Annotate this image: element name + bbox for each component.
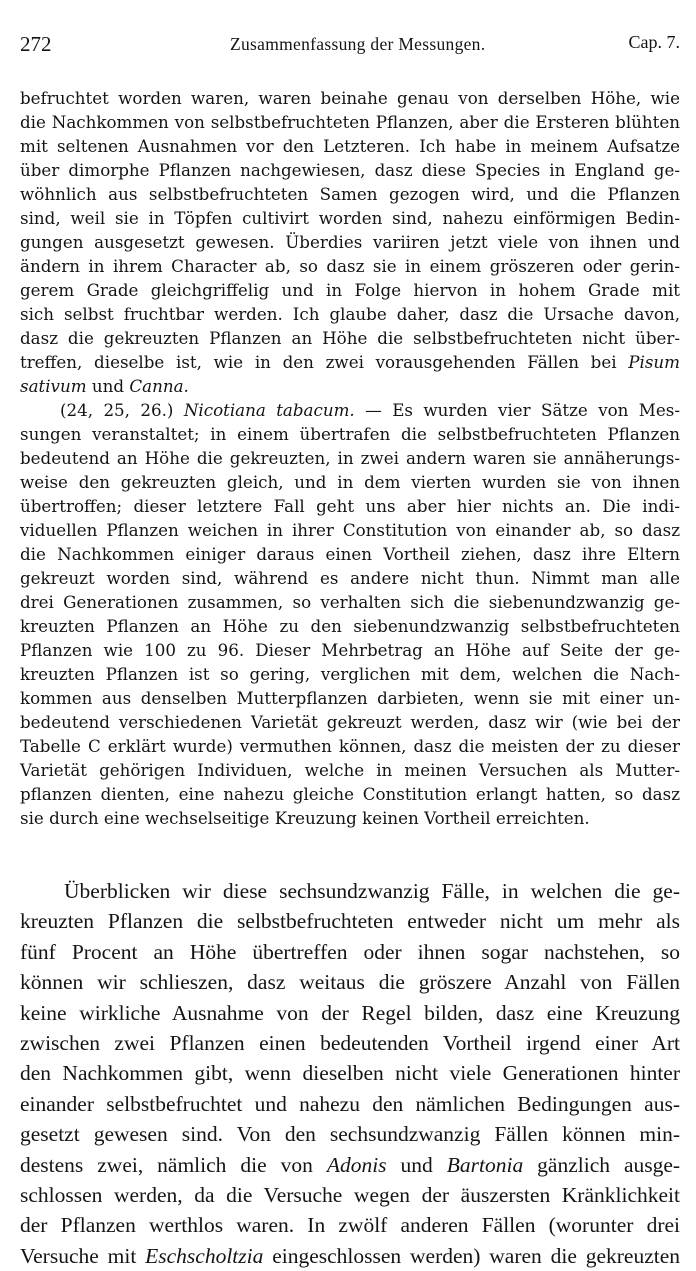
small-print-section bbox=[20, 86, 680, 830]
page-header bbox=[20, 28, 680, 68]
text-line: können wir schlieszen, dasz weitaus die gröszere Anzahl von Fällen bbox=[20, 970, 680, 995]
text-line: wöhnlich aus selbstbefruchteten Samen gezogen wird, und die Pflanzen bbox=[20, 184, 680, 204]
text-line: schlossen werden, da die Versuche wegen der äuszersten Kränklichkeit bbox=[20, 1183, 680, 1208]
text-fragment: treffen, dieselbe ist, wie in den zwei vorausgehenden Fällen bei bbox=[20, 352, 617, 372]
text-line: den Nachkommen gibt, wenn dieselben nicht viele Generationen hinter bbox=[20, 1061, 680, 1086]
text-line: gekreuzt worden sind, während es andere nicht thun. Nimmt man alle bbox=[20, 568, 680, 588]
text-line: zwischen zwei Pflanzen einen bedeutenden Vortheil irgend einer Art bbox=[20, 1031, 680, 1056]
text-line: sich selbst fruchtbar werden. Ich glaube daher, dasz die Ursache davon, bbox=[20, 304, 680, 324]
text-line: sie durch eine wechselseitige Kreuzung keinen Vortheil erreichten. bbox=[20, 808, 590, 828]
text-line: über dimorphe Pflanzen nachgewiesen, dasz diese Species in England ge- bbox=[20, 160, 680, 180]
text-line: mit seltenen Ausnahmen vor den Letzteren. Ich habe in meinem Aufsatze bbox=[20, 136, 680, 156]
species-name: Adonis bbox=[326, 1152, 387, 1177]
species-name: sativum bbox=[20, 376, 87, 396]
text-line: ändern in ihrem Character ab, so dasz sie in einem gröszeren oder gerin- bbox=[20, 256, 680, 276]
species-name: Bartonia bbox=[446, 1152, 524, 1177]
text-fragment: gänzlich ausge- bbox=[537, 1152, 681, 1177]
text-line: viduellen Pflanzen weichen in ihrer Constitution von einander ab, so dasz bbox=[20, 520, 680, 540]
species-name: Nicotiana tabacum. bbox=[183, 400, 355, 420]
text-line: keine wirkliche Ausnahme von der Regel bilden, dasz eine Kreuzung bbox=[20, 1000, 680, 1025]
text-line-with-italic bbox=[20, 374, 680, 398]
chapter-label: Cap. 7. bbox=[628, 32, 680, 52]
text-fragment: und bbox=[400, 1152, 433, 1177]
text-line: kreuzten Pflanzen die selbstbefruchteten entweder nicht um mehr als bbox=[20, 909, 680, 934]
text-line: kreuzten Pflanzen an Höhe zu den siebenundzwanzig selbstbefruchteten bbox=[20, 616, 680, 636]
text-line: drei Generationen zusammen, so verhalten sich die siebenundzwanzig ge- bbox=[20, 592, 680, 612]
text-fragment: und bbox=[91, 376, 125, 396]
text-line: dasz die gekreuzten Pflanzen an Höhe die selbstbefruchteten nicht über- bbox=[20, 328, 680, 348]
text-line: bedeutend verschiedenen Varietät gekreuzt werden, dasz wir (wie bei der bbox=[20, 712, 680, 732]
main-text-section bbox=[20, 876, 680, 1271]
text-line: Pflanzen wie 100 zu 96. Dieser Mehrbetrag an Höhe auf Seite der ge- bbox=[20, 640, 680, 660]
text-line: pflanzen dienten, eine nahezu gleiche Constitution erlangt hatten, so dasz bbox=[20, 784, 680, 804]
text-fragment: Versuche mit bbox=[20, 1243, 137, 1268]
text-line: der Pflanzen werthlos waren. In zwölf anderen Fällen (worunter drei bbox=[20, 1213, 680, 1238]
text-line: gesetzt gewesen sind. Von den sechsundzwanzig Fällen können min- bbox=[20, 1122, 680, 1147]
species-name: Eschscholtzia bbox=[145, 1243, 264, 1268]
case-numbers: (24, 25, 26.) bbox=[60, 400, 174, 420]
text-line-with-italic bbox=[20, 1150, 680, 1180]
text-fragment: eingeschlossen werden) waren die gekreuzten bbox=[272, 1243, 680, 1268]
paragraph-start-line bbox=[20, 398, 680, 422]
text-line: einander selbstbefruchtet und nahezu den nämlichen Bedingungen aus- bbox=[20, 1091, 680, 1116]
text-line: kreuzten Pflanzen ist so gering, verglichen mit dem, welchen die Nach- bbox=[20, 664, 680, 684]
em-dash: — bbox=[365, 400, 382, 420]
text-line-with-italic bbox=[20, 1241, 680, 1271]
text-line: Tabelle C erklärt wurde) vermuthen können, dasz die meisten der zu dieser bbox=[20, 736, 680, 756]
species-name: Pisum bbox=[628, 352, 680, 372]
text-line: die Nachkommen einiger daraus einen Vortheil ziehen, dasz ihre Eltern bbox=[20, 544, 680, 564]
text-line: weise den gekreuzten gleich, und in dem vierten wurden sie von ihnen bbox=[20, 472, 680, 492]
text-line: gerem Grade gleichgriffelig und in Folge hiervon in hohem Grade mit bbox=[20, 280, 680, 300]
text-line: fünf Procent an Höhe übertreffen oder ihnen sogar nachstehen, so bbox=[20, 939, 680, 964]
text-fragment: Es wurden vier Sätze von Mes- bbox=[392, 400, 680, 420]
text-line: gungen ausgesetzt gewesen. Überdies variiren jetzt viele von ihnen und bbox=[20, 232, 680, 252]
paragraph-start-line: Überblicken wir diese sechsundzwanzig Fälle, in welchen die ge- bbox=[64, 879, 680, 903]
text-line: sind, weil sie in Töpfen cultivirt worden sind, nahezu einförmigen Bedin- bbox=[20, 208, 680, 228]
species-name: Canna. bbox=[129, 376, 189, 396]
page-number: 272 bbox=[20, 32, 52, 56]
text-line: bedeutend an Höhe die gekreuzten, in zwei andern waren sie annäherungs- bbox=[20, 448, 680, 468]
text-line: die Nachkommen von selbstbefruchteten Pflanzen, aber die Ersteren blühten bbox=[20, 112, 680, 132]
text-line: Varietät gehörigen Individuen, welche in meinen Versuchen als Mutter- bbox=[20, 760, 680, 780]
text-line: übertroffen; dieser letztere Fall geht uns aber hier nichts an. Die indi- bbox=[20, 496, 680, 516]
text-line: sungen veranstaltet; in einem übertrafen die selbstbefruchteten Pflanzen bbox=[20, 424, 680, 444]
running-title: Zusammenfassung der Messungen. bbox=[230, 34, 486, 54]
text-line: kommen aus denselben Mutterpflanzen darbieten, wenn sie mit einer un- bbox=[20, 688, 680, 708]
text-line-with-italic bbox=[20, 350, 680, 374]
text-fragment: destens zwei, nämlich die von bbox=[20, 1152, 313, 1177]
text-line: befruchtet worden waren, waren beinahe genau von derselben Höhe, wie bbox=[20, 88, 680, 108]
